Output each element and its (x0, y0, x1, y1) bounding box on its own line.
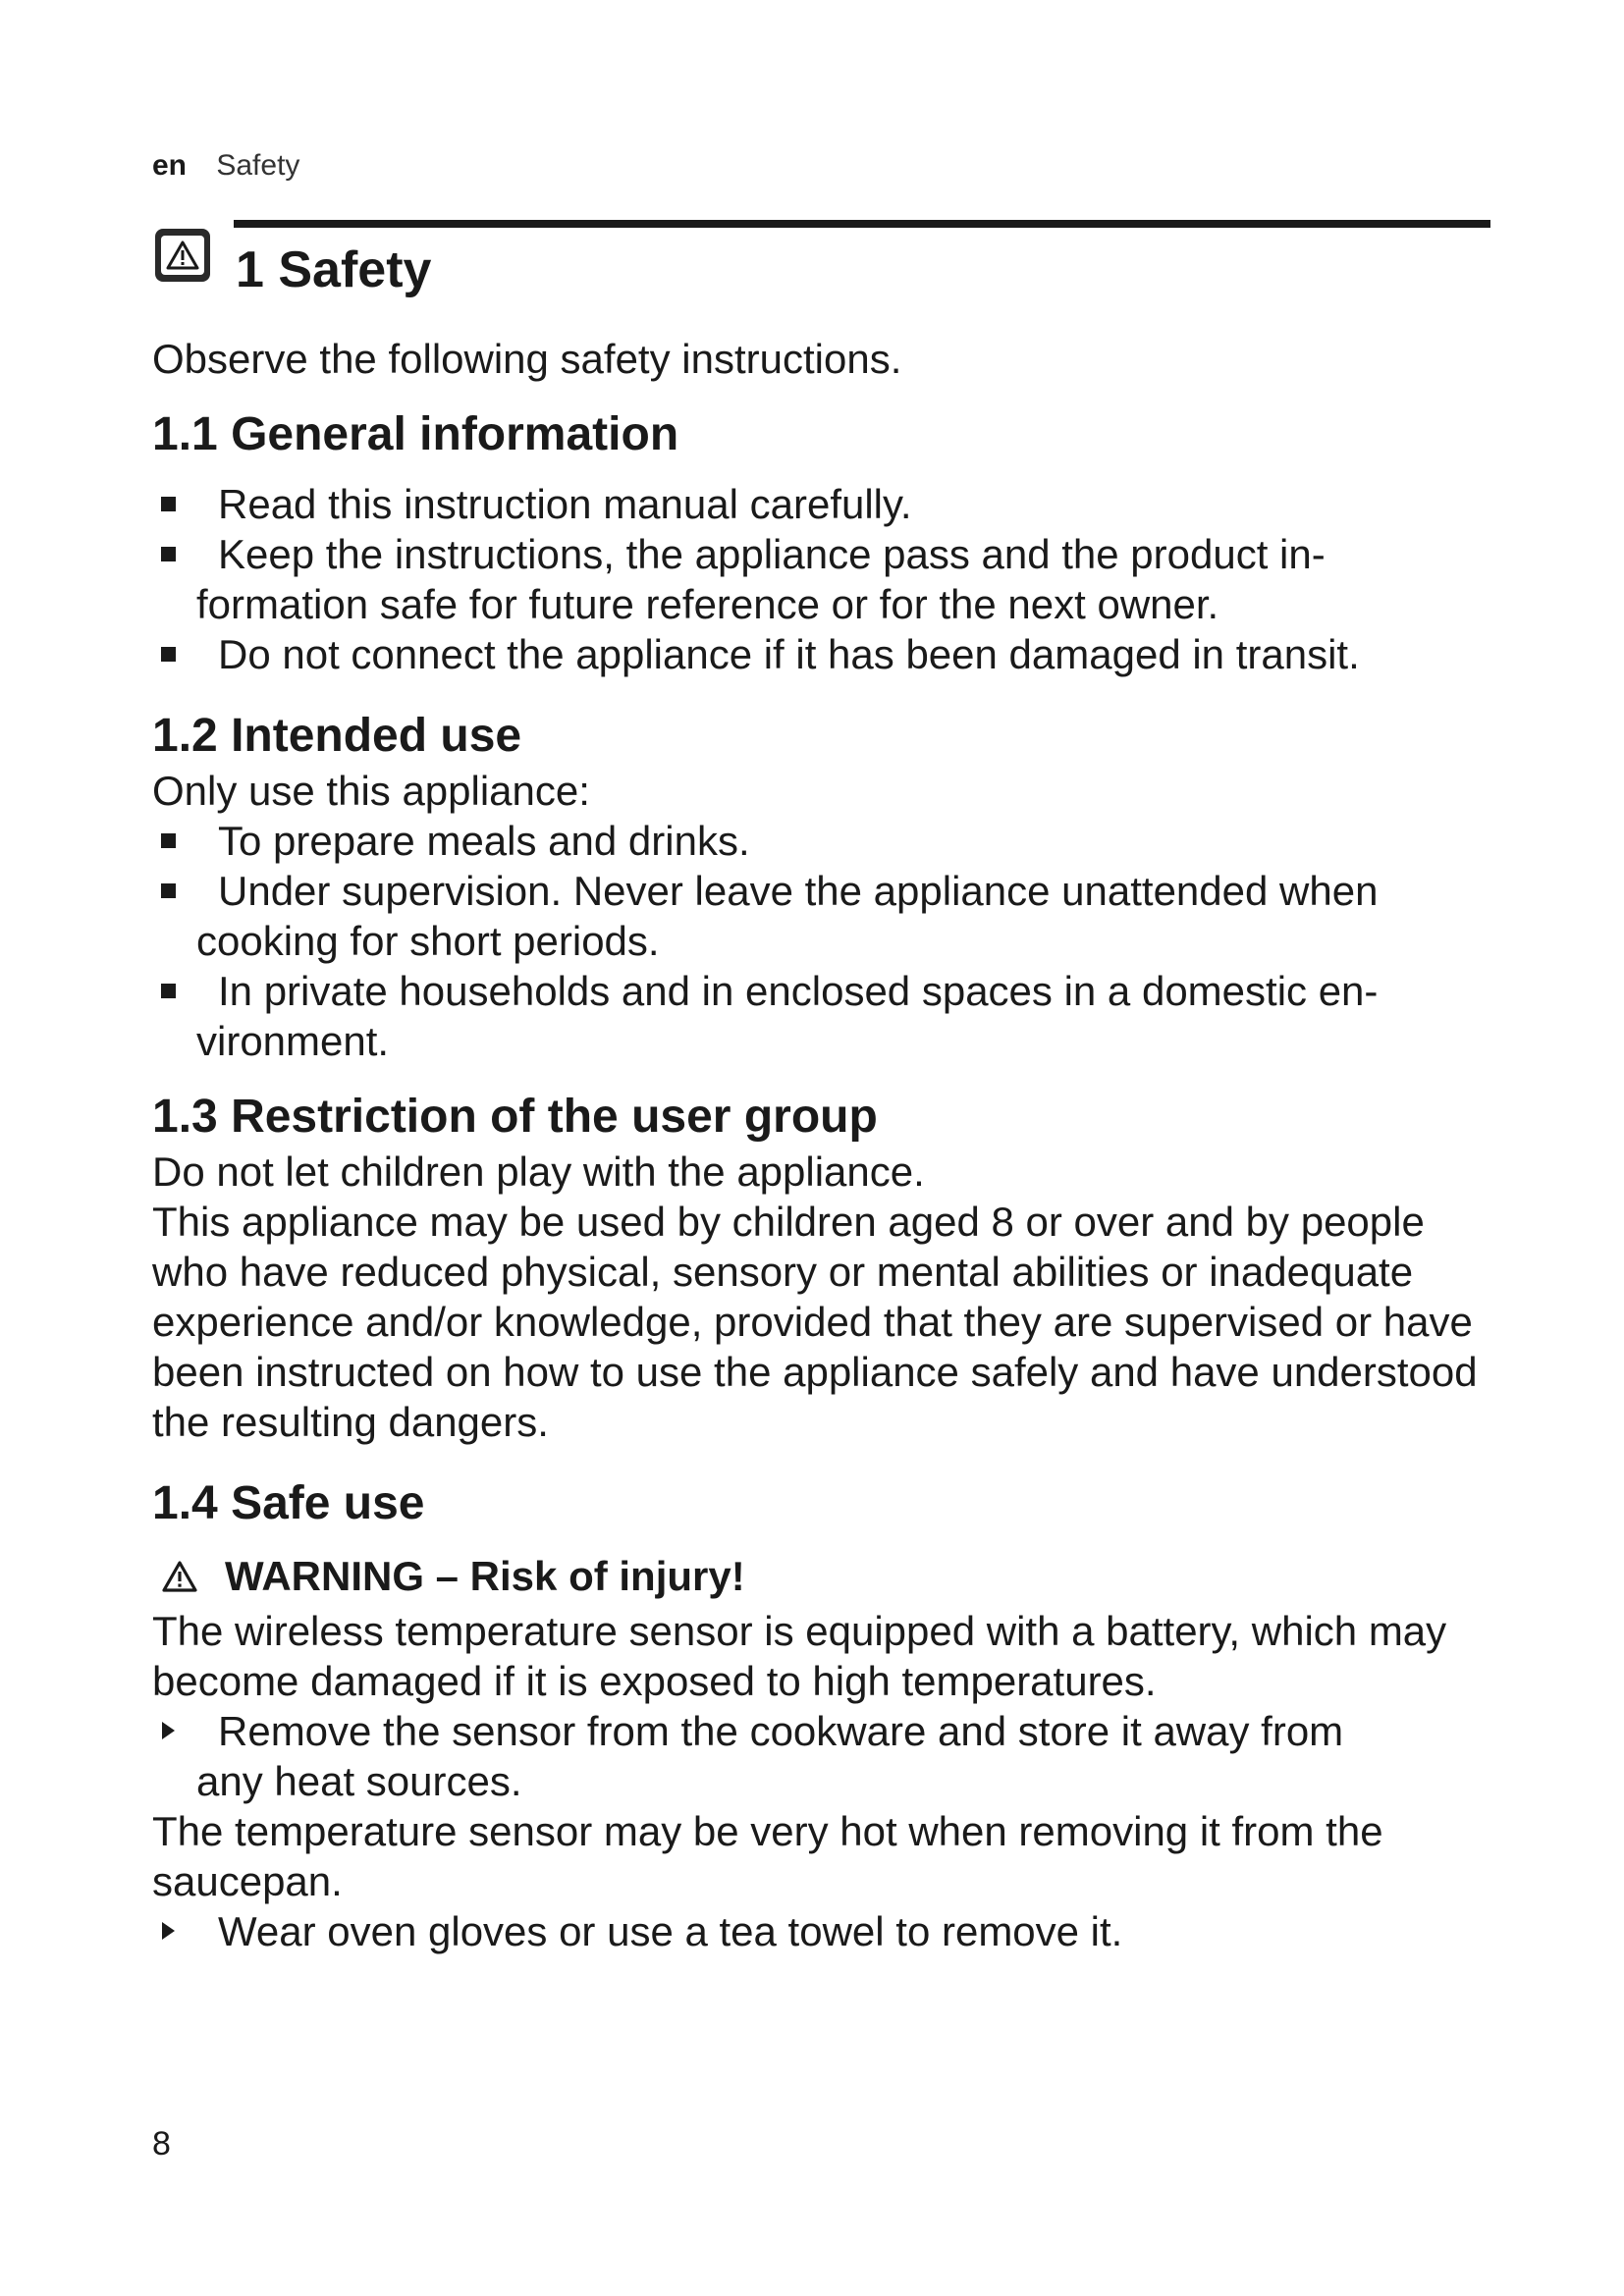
warning-triangle-icon (155, 229, 210, 282)
list-item: Read this instruction manual carefully. (152, 479, 1507, 529)
warning-title: WARNING – Risk of injury! (225, 1553, 745, 1599)
list-item: In private households and in enclosed spaces in a domestic en- vironment. (152, 966, 1507, 1066)
bullet-icon (161, 547, 176, 561)
arrow-right-icon (162, 1722, 175, 1739)
chapter-rule (234, 220, 1490, 228)
section-heading-intended: 1.2 Intended use (152, 710, 522, 762)
bullet-icon (161, 984, 176, 998)
intended-intro: Only use this appliance: (152, 768, 590, 814)
section-heading-safe-use: 1.4 Safe use (152, 1477, 425, 1529)
page-number: 8 (152, 2125, 171, 2163)
section-heading-restriction: 1.3 Restriction of the user group (152, 1091, 878, 1143)
section-heading-general: 1.1 General information (152, 408, 679, 460)
chapter-title: 1 Safety (236, 241, 432, 298)
warning-line (152, 1547, 1507, 1606)
intended-list (152, 816, 1507, 1066)
safe-use-text-2: The temperature sensor may be very hot when removing it from the saucepan. (152, 1808, 1383, 1904)
intro-text: Observe the following safety instructions. (152, 336, 902, 382)
bullet-icon (161, 883, 176, 898)
list-item: Wear oven gloves or use a tea towel to remove it. (152, 1906, 1507, 1956)
list-item: Keep the instructions, the appliance pass and the product in- formation safe for future reference or for the next owner. (152, 529, 1507, 629)
list-item: Under supervision. Never leave the appliance unattended when cooking for short periods. (152, 866, 1507, 966)
list-item: Remove the sensor from the cookware and store it away from any heat sources. (152, 1706, 1507, 1806)
restriction-text-1: Do not let children play with the appliance. (152, 1148, 925, 1195)
arrow-right-icon (162, 1922, 175, 1940)
restriction-text-2: This appliance may be used by children aged 8 or over and by people who have reduced physical, sensory or mental abilities or inadequate experience and/or knowledge, provided that they are supervised or have been instructed on how to use the appliance safely and have understood the resulting dangers. (152, 1199, 1478, 1445)
page-header (152, 149, 299, 183)
header-section: Safety (216, 149, 300, 182)
warning-triangle-icon (162, 1561, 197, 1592)
language-code: en (152, 149, 188, 182)
safe-use-step-2 (152, 1906, 1507, 1956)
general-list (152, 479, 1507, 679)
page-content (152, 334, 1507, 1956)
safe-use-text-1: The wireless temperature sensor is equipped with a battery, which may become damaged if it is exposed to high temperatures. (152, 1608, 1447, 1704)
bullet-icon (161, 833, 176, 848)
bullet-icon (161, 647, 176, 662)
bullet-icon (161, 497, 176, 511)
safe-use-step-1 (152, 1706, 1507, 1806)
list-item: Do not connect the appliance if it has been damaged in transit. (152, 629, 1507, 679)
list-item: To prepare meals and drinks. (152, 816, 1507, 866)
